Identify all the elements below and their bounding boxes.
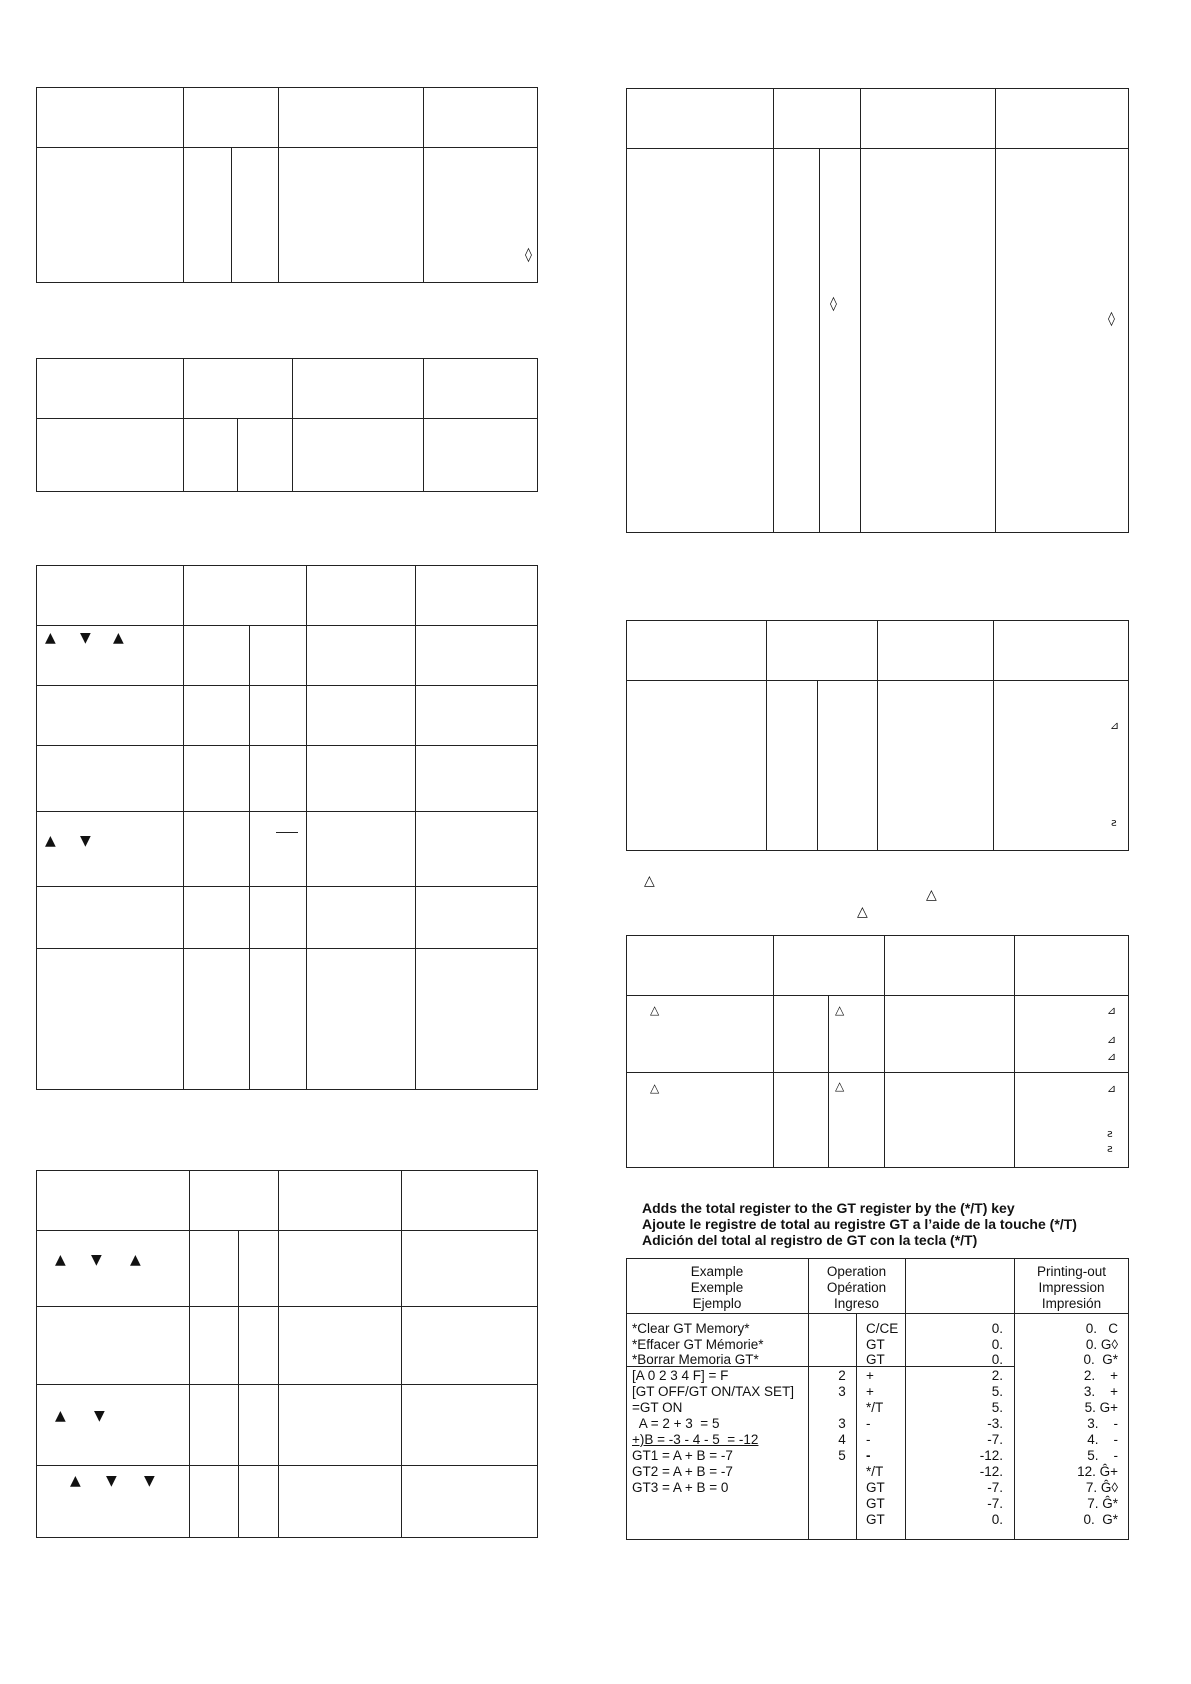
number-cell: 3: [838, 1384, 846, 1399]
key-cell: -: [866, 1448, 871, 1463]
table-l2-header-line: [36, 418, 538, 419]
table-r3-frame: [626, 935, 1129, 1168]
triangle-down-icon: ▼: [94, 1408, 105, 1424]
table-l3-col: [415, 565, 416, 1090]
triangle-outline-icon: △: [835, 1079, 845, 1093]
table-l1-col: [183, 87, 184, 283]
calc-example-line: GT3 = A + B = 0: [632, 1480, 729, 1495]
table-r3-row-line: [626, 995, 1129, 996]
calc-example-line: [GT OFF/GT ON/TAX SET]: [632, 1384, 795, 1399]
display-cell: -12.: [979, 1464, 1003, 1479]
table-l1-col: [278, 87, 279, 283]
table-r3-col: [828, 995, 829, 1168]
triangle-up-icon: ▲: [55, 1252, 66, 1268]
table-l4-col: [238, 1230, 239, 1538]
table-l3-frame: [36, 565, 538, 1090]
table-r3-row-line: [626, 1072, 1129, 1073]
table-l1-header-line: [36, 147, 538, 148]
table-l2-frame: [36, 358, 538, 492]
calc-example-line: +)B = -3 - 4 - 5 = -12: [632, 1432, 759, 1447]
table-r2-col: [766, 620, 767, 851]
printout-cell: 5. G+: [1084, 1400, 1118, 1415]
table-l1-frame: [36, 87, 538, 283]
display-cell: -7.: [987, 1496, 1003, 1511]
printout-cell: 3. +: [1083, 1384, 1118, 1399]
triangle-up-icon: ▲: [55, 1408, 66, 1424]
key-cell: +: [866, 1384, 874, 1399]
number-cell: 2: [838, 1368, 846, 1383]
table-l4-col: [278, 1170, 279, 1538]
printout-cell: 3. -: [1087, 1416, 1118, 1431]
slash-mark-icon: ⊿: [1107, 1050, 1117, 1063]
header-operation-en: Operation: [826, 1264, 887, 1279]
display-cell: -7.: [987, 1480, 1003, 1495]
display-cell: -7.: [987, 1432, 1003, 1447]
clear-example-es: *Borrar Memoria GT*: [632, 1352, 759, 1367]
slash-mark-icon: ⊿: [1107, 1004, 1117, 1017]
printout-cell: 0. G*: [1083, 1512, 1118, 1527]
diamond-icon: ◊: [525, 247, 532, 263]
key-cell: GT: [866, 1512, 885, 1527]
printout-cell: 12. Ĝ+: [1077, 1464, 1118, 1479]
triangle-outline-icon: △: [650, 1081, 660, 1095]
table-l3-col: [183, 565, 184, 1090]
clear-example-en: *Clear GT Memory*: [632, 1321, 750, 1336]
display-cell: 5.: [991, 1400, 1003, 1415]
sub-mark-icon: ƨ: [1107, 1142, 1113, 1155]
table-r3-col: [773, 935, 774, 1168]
table-r1-col: [995, 88, 996, 533]
display-cell: -12.: [979, 1448, 1003, 1463]
triangle-up-icon: ▲: [45, 630, 56, 646]
printout-cell: 4. -: [1087, 1432, 1118, 1447]
display-cell: 0.: [991, 1321, 1003, 1336]
number-cell: 3: [838, 1416, 846, 1431]
table-l1-col: [423, 87, 424, 283]
table-l3-row-line: [36, 811, 538, 812]
key-cell: */T: [866, 1464, 884, 1479]
display-cell: 2.: [991, 1368, 1003, 1383]
table-r2-col: [817, 680, 818, 851]
table-l4-row-line: [36, 1230, 538, 1231]
slash-mark-icon: ⊿: [1107, 1082, 1117, 1095]
table-r3-col: [884, 935, 885, 1168]
display-cell: 0.: [991, 1512, 1003, 1527]
table-r2-col: [993, 620, 994, 851]
table-r2-col: [877, 620, 878, 851]
key-cell: GT: [866, 1480, 885, 1495]
display-cell: -3.: [987, 1416, 1003, 1431]
key-cell: C/CE: [866, 1321, 899, 1336]
triangle-up-icon: ▲: [113, 630, 124, 646]
calc-example-line: [A 0 2 3 4 F] = F: [632, 1368, 729, 1383]
triangle-down-icon: ▼: [144, 1473, 155, 1489]
printout-cell: 7. Ĝ◊: [1085, 1480, 1118, 1495]
triangle-outline-icon: △: [644, 873, 655, 889]
overline-mark: [276, 832, 298, 833]
gt-table-col: [856, 1313, 857, 1540]
key-cell: -: [866, 1416, 871, 1431]
table-r1-col: [773, 88, 774, 533]
caption-line-fr: Ajoute le registre de total au registre GT a l’aide de la touche (*/T): [642, 1216, 1077, 1232]
table-l4-row-line: [36, 1384, 538, 1385]
table-r1-col: [860, 88, 861, 533]
caption-line-en: Adds the total register to the GT register by the (*/T) key: [642, 1200, 1015, 1216]
triangle-down-icon: ▼: [91, 1252, 102, 1268]
key-cell: +: [866, 1368, 874, 1383]
triangle-up-icon: ▲: [130, 1252, 141, 1268]
triangle-outline-icon: △: [926, 887, 937, 903]
key-cell: -: [866, 1432, 871, 1447]
clear-example-fr: *Effacer GT Mémorie*: [632, 1337, 764, 1352]
triangle-up-icon: ▲: [70, 1473, 81, 1489]
triangle-up-icon: ▲: [45, 833, 56, 849]
table-l4-row-line: [36, 1465, 538, 1466]
header-printing-fr: Impression: [1038, 1280, 1105, 1295]
triangle-down-icon: ▼: [80, 833, 91, 849]
triangle-outline-icon: △: [835, 1003, 845, 1017]
printout-cell: 7. Ĝ*: [1087, 1496, 1118, 1511]
header-operation-fr: Opération: [826, 1280, 887, 1295]
display-cell: 5.: [991, 1384, 1003, 1399]
calc-example-line: =GT ON: [632, 1400, 683, 1415]
table-l4-row-line: [36, 1306, 538, 1307]
table-l2-col: [292, 358, 293, 492]
calc-example-line: A = 2 + 3 = 5: [632, 1416, 720, 1431]
display-cell: 0.: [991, 1352, 1003, 1367]
table-l3-row-line: [36, 948, 538, 949]
sub-mark-icon: ƨ: [1107, 1127, 1113, 1140]
table-l3-row-line: [36, 745, 538, 746]
triangle-down-icon: ▼: [80, 630, 91, 646]
table-r1-col: [819, 148, 820, 533]
table-l3-row-line: [36, 886, 538, 887]
gt-table-header-line: [626, 1313, 1129, 1314]
table-l3-col: [249, 625, 250, 1090]
table-l4-col: [401, 1170, 402, 1538]
number-cell: 4: [838, 1432, 846, 1447]
key-cell: GT: [866, 1496, 885, 1511]
table-r1-frame: [626, 88, 1129, 533]
diamond-icon: ◊: [1108, 311, 1115, 327]
printout-cell: 0. C: [1085, 1321, 1118, 1336]
header-example-fr: Exemple: [690, 1280, 744, 1295]
header-printing-es: Impresión: [1041, 1296, 1102, 1311]
slash-mark-icon: ⊿: [1107, 1033, 1117, 1046]
triangle-outline-icon: △: [857, 904, 868, 920]
caption-line-es: Adición del total al registro de GT con la tecla (*/T): [642, 1232, 978, 1248]
table-l3-col: [306, 565, 307, 1090]
printout-cell: 0. G*: [1083, 1352, 1118, 1367]
key-cell: GT: [866, 1337, 885, 1352]
header-operation-es: Ingreso: [833, 1296, 880, 1311]
triangle-down-icon: ▼: [106, 1473, 117, 1489]
table-l4-col: [189, 1170, 190, 1538]
diamond-icon: ◊: [830, 296, 837, 312]
sub-mark-icon: ƨ: [1111, 816, 1117, 829]
slash-mark-icon: ⊿: [1110, 719, 1120, 732]
triangle-outline-icon: △: [650, 1003, 660, 1017]
table-r1-header-line: [626, 148, 1129, 149]
key-cell: */T: [866, 1400, 884, 1415]
table-l3-row-line: [36, 685, 538, 686]
printout-cell: 0. G◊: [1085, 1337, 1118, 1352]
calc-example-line: GT1 = A + B = -7: [632, 1448, 733, 1463]
table-r3-col: [1014, 935, 1015, 1168]
key-cell: GT: [866, 1352, 885, 1367]
table-l2-col: [183, 358, 184, 492]
number-cell: 5: [838, 1448, 846, 1463]
header-example-es: Ejemplo: [692, 1296, 742, 1311]
table-l2-col: [423, 358, 424, 492]
calc-example-line: GT2 = A + B = -7: [632, 1464, 733, 1479]
table-l2-col: [237, 418, 238, 492]
printout-cell: 5. -: [1087, 1448, 1118, 1463]
header-example-en: Example: [690, 1264, 744, 1279]
display-cell: 0.: [991, 1337, 1003, 1352]
table-l1-col: [231, 147, 232, 283]
table-l3-row-line: [36, 625, 538, 626]
header-printing-en: Printing-out: [1036, 1264, 1107, 1279]
printout-cell: 2. +: [1083, 1368, 1118, 1383]
